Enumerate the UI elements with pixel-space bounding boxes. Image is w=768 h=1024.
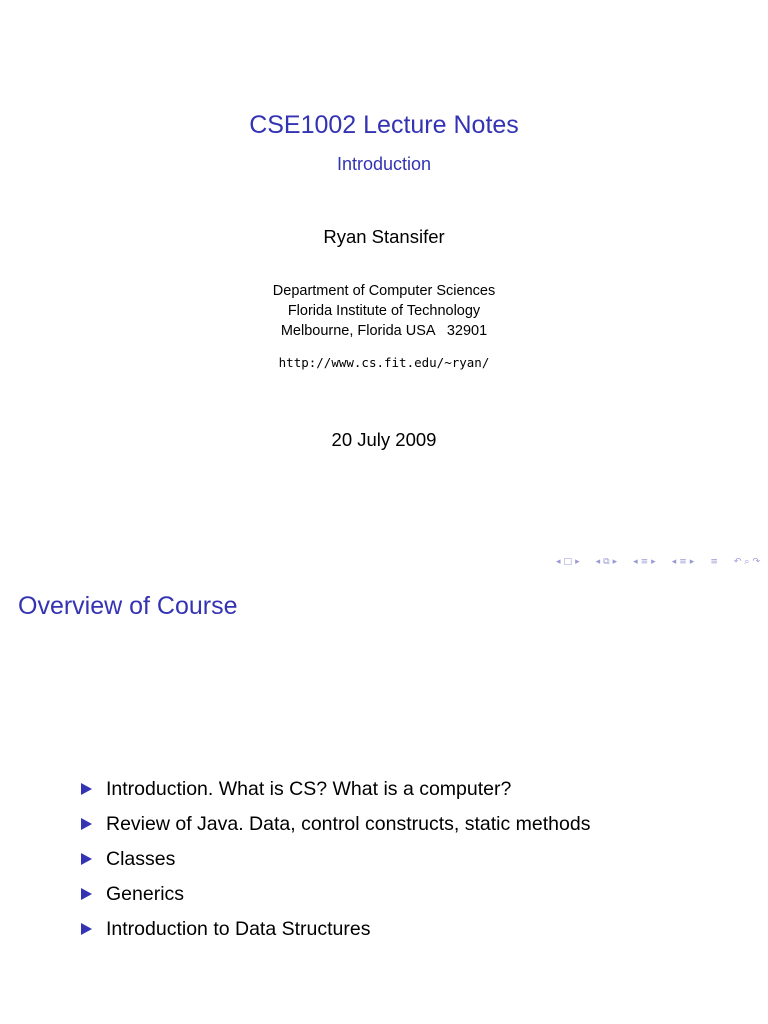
frame-icon[interactable]: □ xyxy=(563,557,573,567)
document-icon[interactable]: ≡ xyxy=(679,557,687,567)
presentation-title: CSE1002 Lecture Notes xyxy=(249,111,519,139)
search-icon[interactable]: ⌕ xyxy=(744,557,750,567)
frame-next-icon[interactable]: ▸ xyxy=(575,557,580,567)
section-icon[interactable]: ≡ xyxy=(640,557,649,567)
forward-icon[interactable]: ↷ xyxy=(752,557,760,567)
document-next-icon[interactable]: ▸ xyxy=(689,557,695,567)
subsection-prev-icon[interactable]: ◂ xyxy=(595,557,601,567)
institute-line: Melbourne, Florida USA 32901 xyxy=(280,323,488,339)
list-item-text: Introduction to Data Structures xyxy=(106,918,371,940)
section-prev-icon[interactable]: ◂ xyxy=(633,557,638,567)
appendix-icon[interactable]: ≡ xyxy=(710,557,718,567)
list-item xyxy=(81,807,590,842)
triangle-bullet-icon xyxy=(81,888,92,900)
triangle-bullet-icon xyxy=(81,818,92,830)
institute-line: Department of Computer Sciences xyxy=(272,283,496,299)
list-item xyxy=(81,912,590,947)
presentation-subtitle: Introduction xyxy=(336,154,432,174)
section-next-icon[interactable]: ▸ xyxy=(651,557,656,567)
triangle-bullet-icon xyxy=(81,783,92,795)
institute-block xyxy=(0,281,768,341)
bullet-list xyxy=(81,772,590,947)
list-item xyxy=(81,772,590,807)
institute-line: Florida Institute of Technology xyxy=(287,303,481,319)
beamer-navigation-bar xyxy=(556,555,760,569)
document-prev-icon[interactable]: ◂ xyxy=(671,557,677,567)
subsection-next-icon[interactable]: ▸ xyxy=(612,557,618,567)
frame-title: Overview of Course xyxy=(18,592,238,620)
list-item xyxy=(81,877,590,912)
back-icon[interactable]: ↶ xyxy=(733,557,742,567)
author-name: Ryan Stansifer xyxy=(323,226,445,247)
triangle-bullet-icon xyxy=(81,853,92,865)
author-url: http://www.cs.fit.edu/~ryan/ xyxy=(278,355,490,370)
overview-slide xyxy=(0,576,768,1024)
list-item-text: Classes xyxy=(106,848,176,870)
presentation-date: 20 July 2009 xyxy=(331,429,437,450)
subsection-icon[interactable]: ⧉ xyxy=(603,557,610,567)
frame-prev-icon[interactable]: ◂ xyxy=(556,557,561,567)
list-item-text: Introduction. What is CS? What is a computer? xyxy=(106,778,512,800)
triangle-bullet-icon xyxy=(81,923,92,935)
list-item-text: Review of Java. Data, control constructs, static methods xyxy=(106,813,591,835)
list-item-text: Generics xyxy=(106,883,185,905)
list-item xyxy=(81,842,590,877)
